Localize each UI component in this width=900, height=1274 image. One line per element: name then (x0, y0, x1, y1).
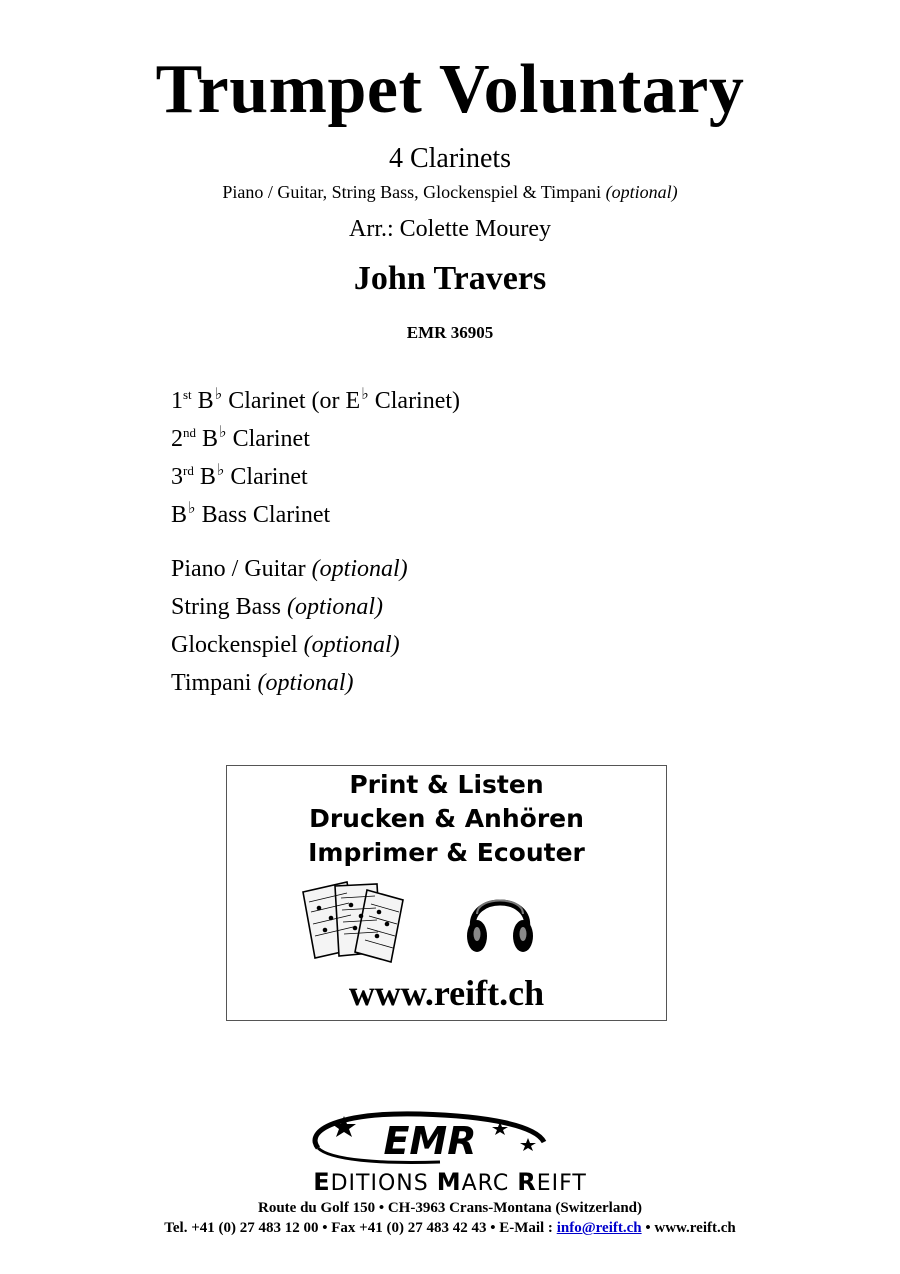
flat-sign: ♭ (188, 500, 196, 517)
promo-line-french: Imprimer & Ecouter (308, 838, 585, 867)
flat-sign: ♭ (219, 424, 227, 441)
part-item: B♭ Bass Clarinet (171, 500, 331, 528)
publisher-contact: Tel. +41 (0) 27 483 12 00 • Fax +41 (0) 27 483 42 43 • E-Mail : info@reift.ch • www.reift.ch (164, 1220, 736, 1236)
instrumentation-main: Piano / Guitar, String Bass, Glockenspiel & Timpani (222, 182, 602, 202)
part-item: 1st B♭ Clarinet (or E♭ Clarinet) (171, 386, 461, 414)
instrumentation-line (0, 180, 900, 204)
page-title: Trumpet Voluntary (155, 51, 745, 128)
optional-parts-list (171, 550, 408, 702)
emr-logo (300, 1108, 550, 1168)
parts-list (171, 382, 460, 534)
email-link[interactable]: info@reift.ch (556, 1220, 642, 1236)
print-listen-box (226, 765, 667, 1021)
instrumentation-optional: (optional) (605, 182, 678, 202)
optional-part-item: String Bass (optional) (171, 594, 384, 620)
composer: John Travers (353, 260, 547, 297)
promo-line-german: Drucken & Anhören (309, 804, 584, 833)
optional-part-item: Glockenspiel (optional) (171, 632, 400, 658)
part-item: 2nd B♭ Clarinet (171, 424, 310, 452)
headphones-icon (463, 884, 537, 960)
part-item: 3rd B♭ Clarinet (171, 462, 308, 490)
sheet-music-icon (297, 878, 415, 964)
catalog-number: EMR 36905 (406, 323, 494, 342)
arranger: Arr.: Colette Mourey (349, 216, 551, 242)
optional-part-item: Piano / Guitar (optional) (171, 556, 408, 582)
publisher-name: EDITIONS MARC REIFT (313, 1168, 587, 1196)
emr-logo-text: EMR (383, 1119, 477, 1163)
publisher-address: Route du Golf 150 • CH-3963 Crans-Montana (Switzerland) (258, 1200, 642, 1216)
flat-sign: ♭ (216, 462, 225, 479)
flat-sign: ♭ (361, 386, 369, 403)
subtitle: 4 Clarinets (388, 143, 512, 174)
flat-sign: ♭ (214, 386, 223, 403)
optional-part-item: Timpani (optional) (171, 670, 354, 696)
promo-line-english: Print & Listen (349, 770, 544, 799)
promo-website[interactable]: www.reift.ch (348, 973, 545, 1013)
